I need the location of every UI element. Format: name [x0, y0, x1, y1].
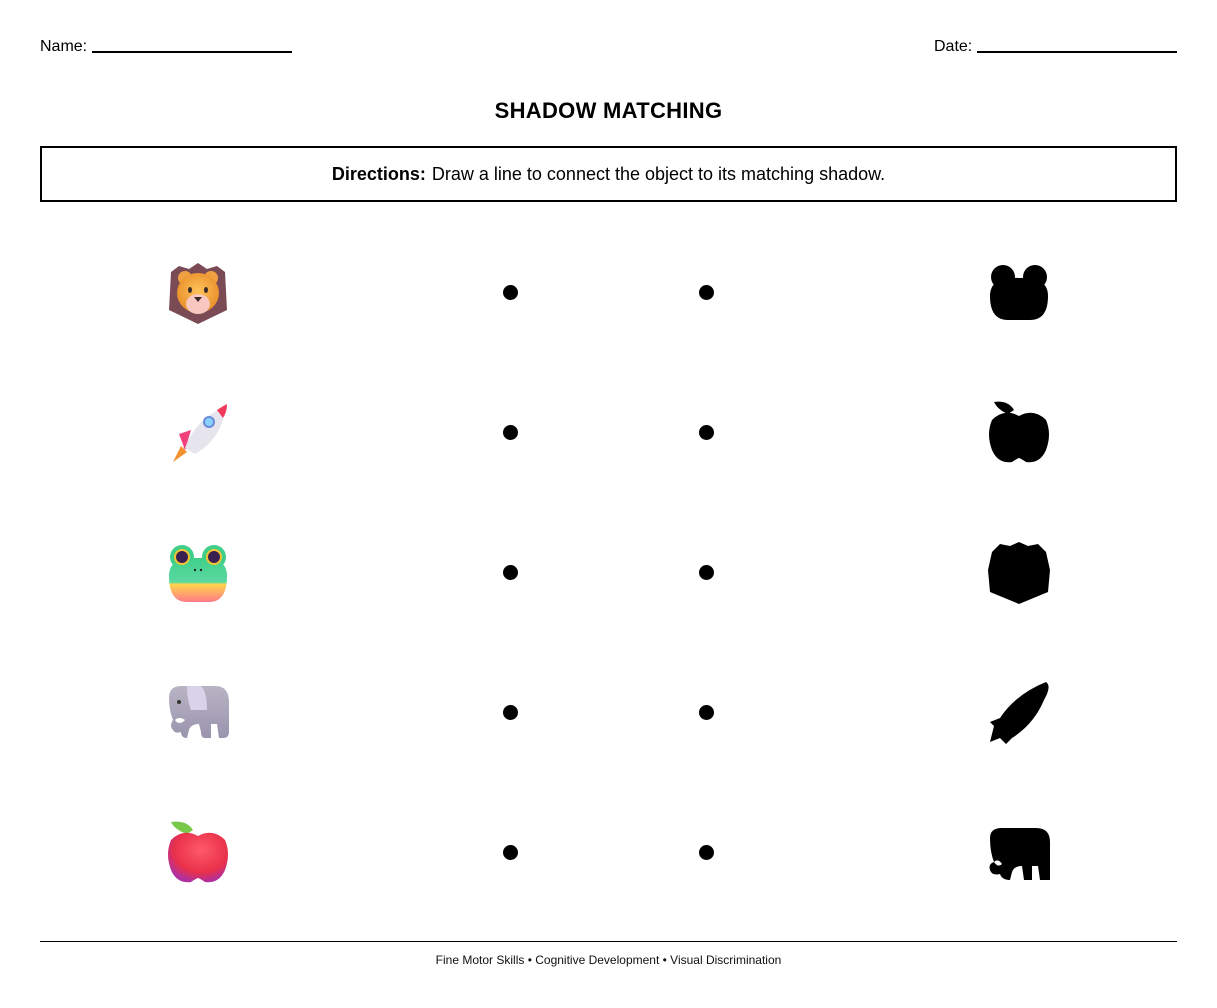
directions-label: Directions: [331, 163, 426, 184]
rocket-icon [165, 400, 231, 466]
name-blank-line[interactable] [92, 51, 292, 53]
frog-face-silhouette-icon [986, 260, 1052, 326]
right-dot[interactable] [699, 425, 714, 440]
left-dot[interactable] [503, 285, 518, 300]
footer-divider [40, 941, 1177, 942]
elephant-silhouette-icon [986, 820, 1052, 886]
match-row [0, 672, 1217, 752]
left-dot[interactable] [503, 705, 518, 720]
name-label: Name: [40, 38, 88, 55]
date-field [934, 38, 1177, 56]
right-dot[interactable] [699, 565, 714, 580]
date-blank-line[interactable] [977, 51, 1177, 53]
left-dot[interactable] [503, 565, 518, 580]
match-row [0, 252, 1217, 332]
frog-face-icon [165, 540, 231, 606]
left-dot[interactable] [503, 845, 518, 860]
footer-skills: Fine Motor Skills • Cognitive Development • Visual Discrimination [435, 953, 782, 967]
right-dot[interactable] [699, 285, 714, 300]
red-apple-icon [165, 820, 231, 886]
elephant-icon [165, 680, 231, 746]
match-row [0, 812, 1217, 892]
lion-face-icon [165, 260, 231, 326]
worksheet-title: SHADOW MATCHING [494, 98, 723, 123]
left-dot[interactable] [503, 425, 518, 440]
date-label: Date: [934, 38, 973, 55]
match-row [0, 532, 1217, 612]
right-dot[interactable] [699, 845, 714, 860]
lion-face-silhouette-icon [986, 540, 1052, 606]
apple-silhouette-icon [986, 400, 1052, 466]
match-row [0, 392, 1217, 472]
right-dot[interactable] [699, 705, 714, 720]
name-field [40, 38, 292, 56]
directions-text: Draw a line to connect the object to its matching shadow. [431, 163, 886, 184]
directions-box [40, 146, 1177, 202]
rocket-silhouette-icon [986, 680, 1052, 746]
